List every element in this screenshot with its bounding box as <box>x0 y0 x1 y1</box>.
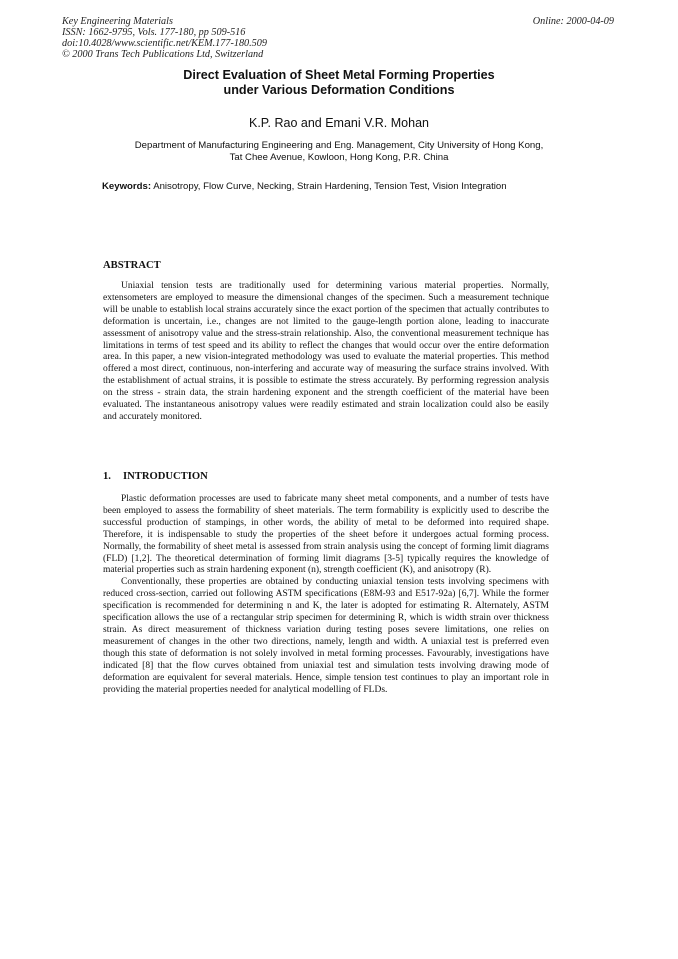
keywords <box>102 181 572 192</box>
affiliation-line-2: Tat Chee Avenue, Kowloon, Hong Kong, P.R. China <box>229 152 449 163</box>
introduction-heading <box>103 471 208 482</box>
section-title: INTRODUCTION <box>123 471 208 482</box>
affiliation <box>0 140 678 164</box>
paper-title <box>0 68 678 98</box>
abstract-paragraph: Uniaxial tension tests are traditionally used for determining various material properties. Normally, extensometers are employed to measure the dimensional changes of the specimen. Such a measurement technique will be unable to establish local strains accurately since the exact portion of the specimen that actually contributes to deformation is uncertain, i.e., changes are not limited to the gauge-length portion alone, leading to inaccurate assessment of anisotropy value and the stress-strain relationship. Also, the conventional measurement technique has limitations in terms of test speed and its ability to reflect the changes that would occur over the entire deformation area. In this paper, a new vision-integrated methodology was used to evaluate the material properties. This method offered a most direct, continuous, non-interfering and accurate way of measuring the surface strains involved. With the establishment of actual strains, it is possible to estimate the stress accurately. By performing regression analysis on the stress - strain data, the strain hardening exponent and the strength coefficient of the material have been evaluated. The instantaneous anisotropy values were readily estimated and strain localization could also be easily and accurately monitored. <box>103 281 549 422</box>
affiliation-line-1: Department of Manufacturing Engineering and Eng. Management, City University of Hong Kong, <box>134 140 544 151</box>
issn-line: ISSN: 1662-9795, Vols. 177-180, pp 509-516 <box>62 27 246 38</box>
abstract-body <box>103 281 549 424</box>
keywords-text: Anisotropy, Flow Curve, Necking, Strain Hardening, Tension Test, Vision Integration <box>153 181 507 192</box>
journal-metadata <box>62 16 267 60</box>
abstract-heading: ABSTRACT <box>103 260 161 271</box>
authors: K.P. Rao and Emani V.R. Mohan <box>249 116 429 130</box>
title-line-1: Direct Evaluation of Sheet Metal Forming Properties <box>183 68 495 82</box>
introduction-paragraph-1: Plastic deformation processes are used to fabricate many sheet metal components, and a number of tests have been employed to assess the formability of sheet materials. The term formability is explicitly used to describe the successful production of stampings, in other words, the ability of metal to be deformed into required shape. Therefore, it is indispensable to study the properties of the sheet before it undergoes actual forming process. Normally, the formability of sheet metal is assessed from strain analysis using the concept of forming limit diagrams (FLD) [1,2]. The theoretical determination of forming limit diagrams [3-5] typically requires the knowledge of material properties such as strain hardening exponent (n), strength coefficient (K), and anisotropy (R). <box>103 494 549 576</box>
title-line-2: under Various Deformation Conditions <box>223 83 455 97</box>
keywords-label: Keywords: <box>102 181 152 192</box>
online-date: Online: 2000-04-09 <box>532 16 614 27</box>
journal-name: Key Engineering Materials <box>62 16 173 27</box>
introduction-paragraph-2: Conventionally, these properties are obtained by conducting uniaxial tension tests involving specimens with reduced cross-section, carried out following ASTM specifications (E8M-93 and E517-92a) [6,7]. While the former specification is recommended for determining n and K, the later is adopted for estimating R. Alternately, ASTM specification allows the use of a rectangular strip specimen for determining R, which is width strain over thickness strain. As direct measurement of thickness variation during testing poses severe limitations, one relies on measurement of changes in the other two directions, namely, length and width. A uniaxial test is preferred even though this state of deformation is not solely involved in metal forming processes. Favourably, investigations have indicated [8] that the flow curves obtained from uniaxial test and simulation tests involving drawing mode of deformation are equivalent for several materials. Hence, simple tension test continues to play an important role in providing the material properties needed for analytical modelling of FLDs. <box>103 577 549 695</box>
doi-line: doi:10.4028/www.scientific.net/KEM.177-180.509 <box>62 38 267 49</box>
copyright-line: © 2000 Trans Tech Publications Ltd, Switzerland <box>62 49 264 60</box>
section-number: 1. <box>103 471 111 482</box>
introduction-body <box>103 494 549 696</box>
